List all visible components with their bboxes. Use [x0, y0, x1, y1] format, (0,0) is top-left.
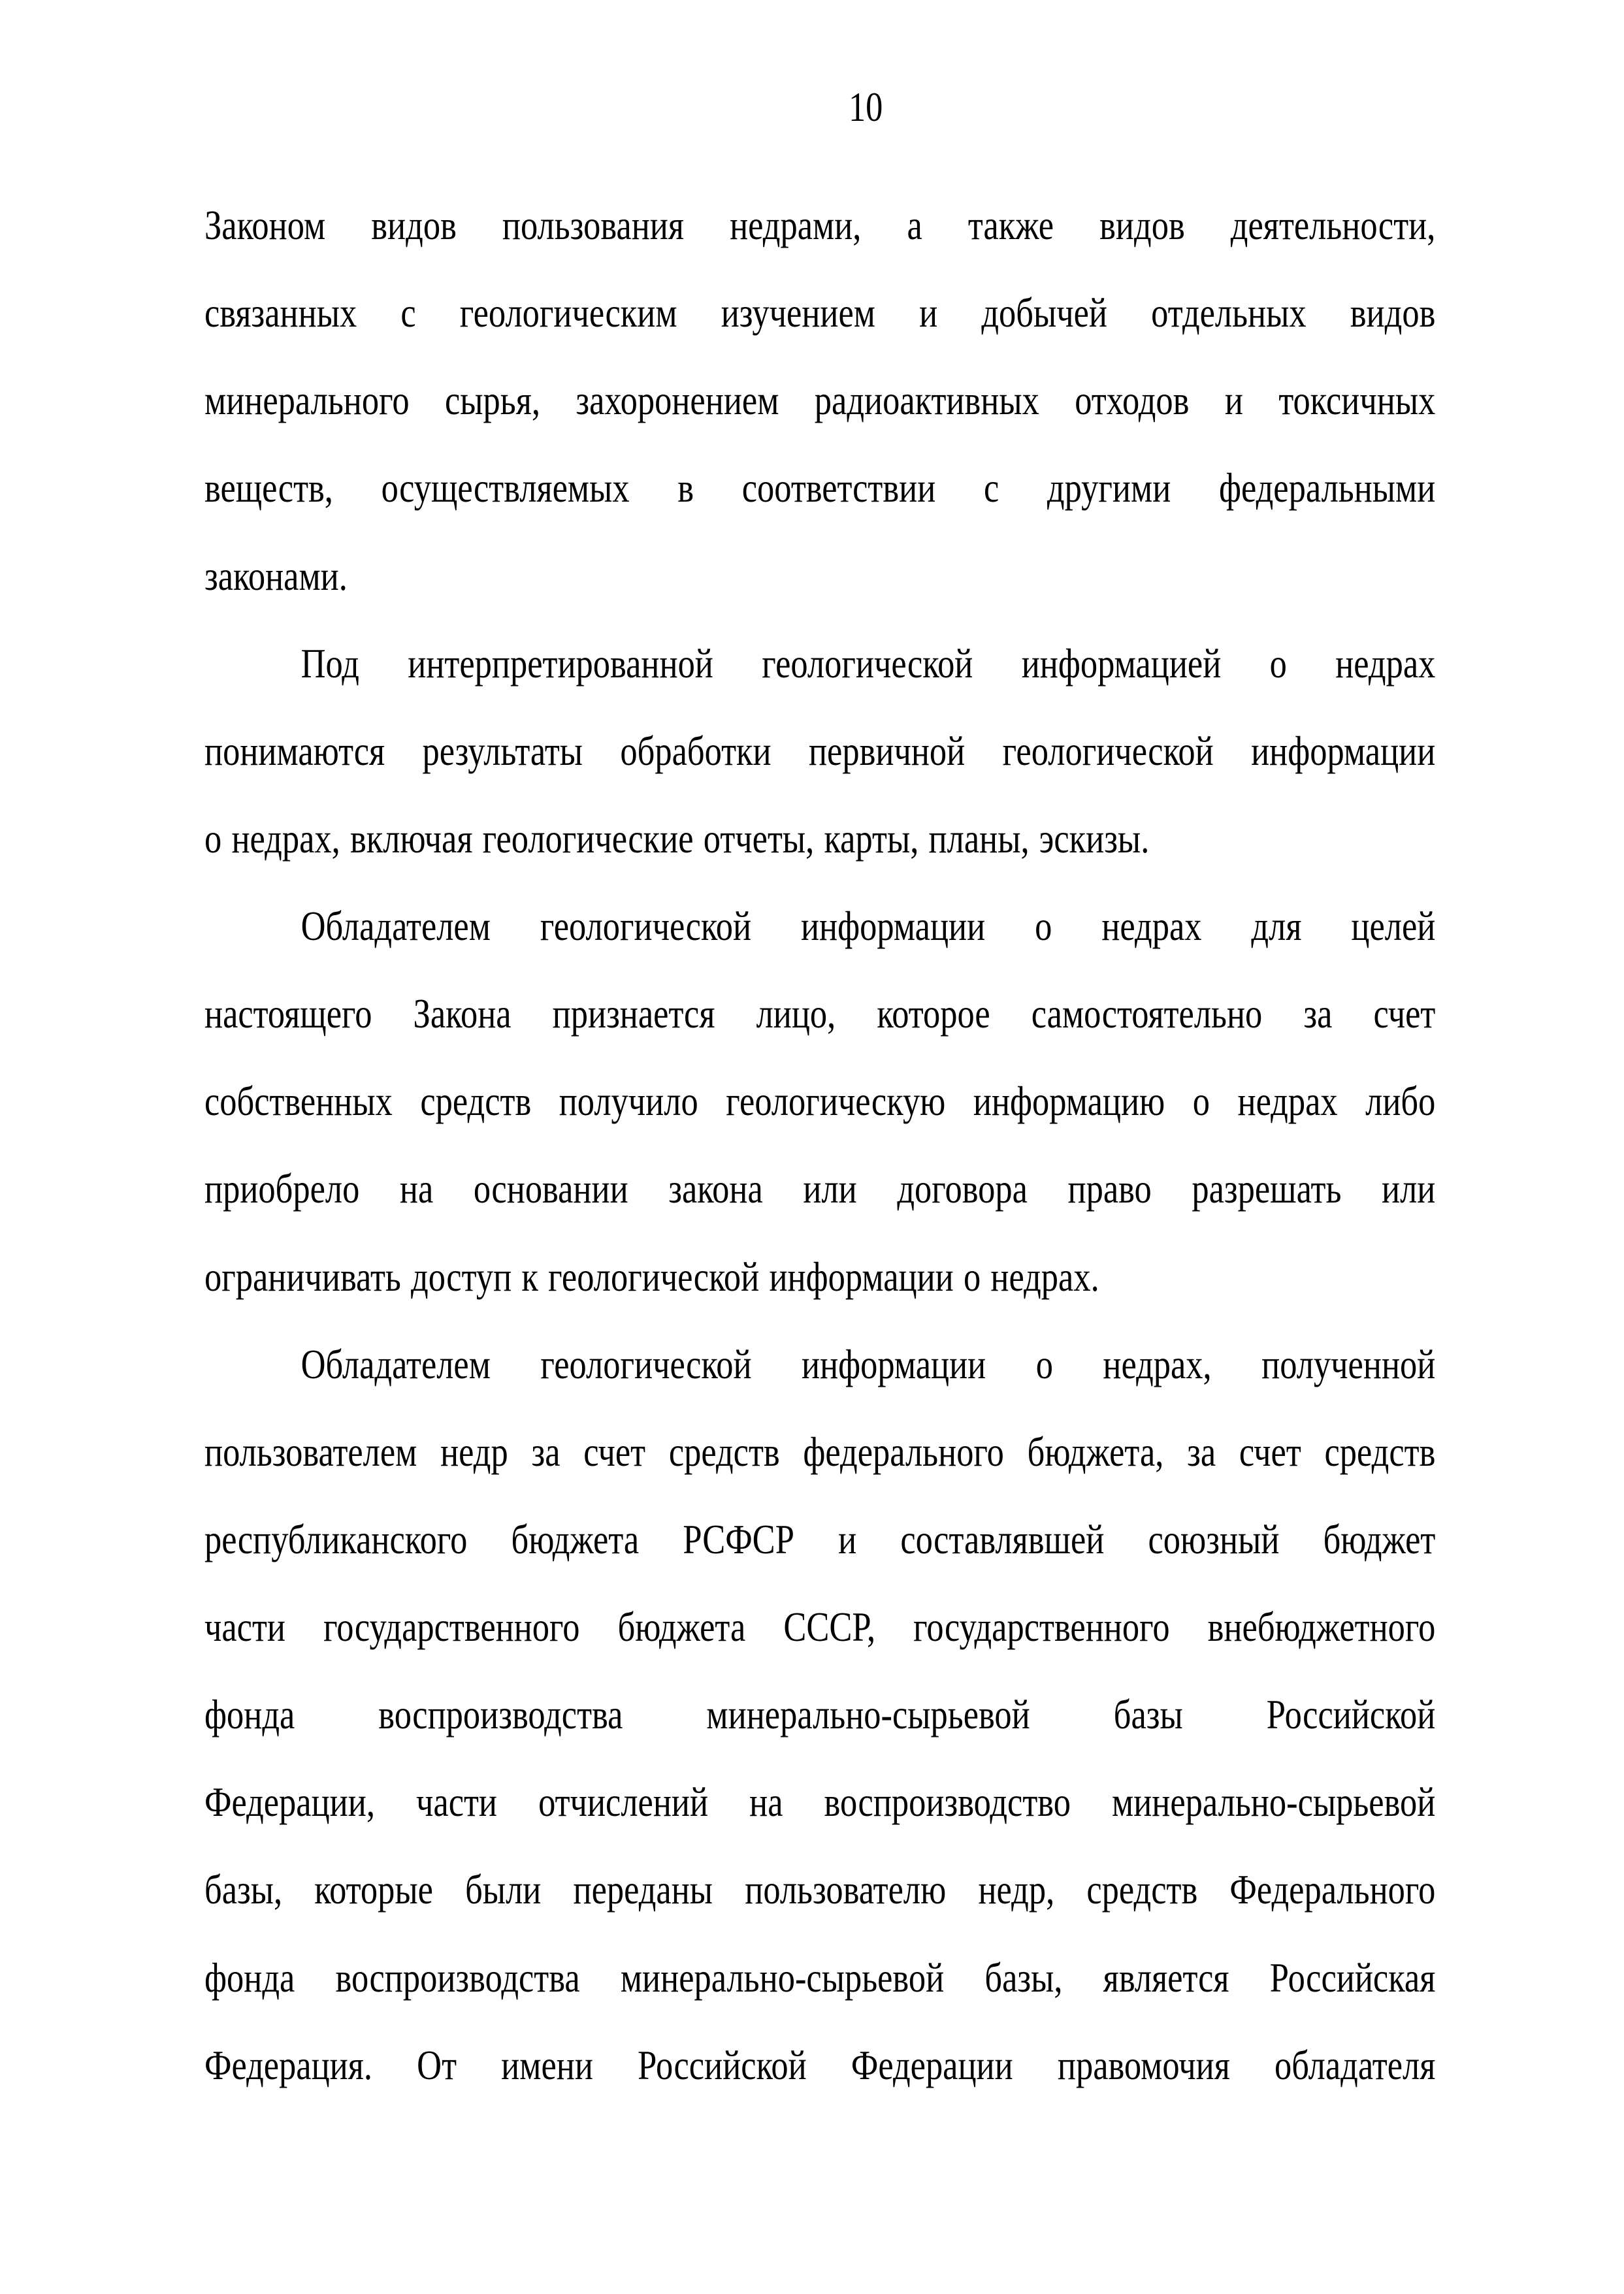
paragraph [204, 1321, 1435, 2109]
page-number: 10 [848, 84, 883, 130]
text-line: республиканского бюджета РСФСР и составлявшей союзный бюджет [204, 1515, 1436, 1562]
text-line: веществ, осуществляемых в соответствии с другими федеральными [204, 464, 1436, 511]
text-line: приобрело на основании закона или договора право разрешать или [204, 1165, 1436, 1212]
text-line: Под интерпретированной геологической информацией о недрах [300, 639, 1436, 687]
text-line: связанных с геологическим изучением и добычей отдельных видов [204, 289, 1436, 336]
text-line: фонда воспроизводства минерально-сырьевой базы, является Российская [204, 1954, 1436, 2001]
text-line: пользователем недр за счет средств федерального бюджета, за счет средств [204, 1428, 1436, 1475]
text-line: о недрах, включая геологические отчеты, карты, планы, эскизы. [204, 815, 1150, 862]
text-line: Федерации, части отчислений на воспроизводство минерально-сырьевой [204, 1779, 1436, 1826]
document-body [204, 182, 1435, 2109]
text-line: законами. [204, 552, 348, 599]
text-line: ограничивать доступ к геологической информации о недрах. [204, 1253, 1099, 1300]
text-line: Федерация. От имени Российской Федерации правомочия обладателя [204, 2041, 1436, 2088]
paragraph [204, 620, 1435, 882]
text-line: минерального сырья, захоронением радиоактивных отходов и токсичных [204, 377, 1436, 424]
text-line: Обладателем геологической информации о недрах, полученной [300, 1340, 1436, 1387]
text-line: фонда воспроизводства минерально-сырьевой базы Российской [204, 1691, 1436, 1738]
paragraph [204, 882, 1435, 1321]
paragraph [204, 182, 1435, 620]
text-line: собственных средств получило геологическую информацию о недрах либо [204, 1078, 1436, 1125]
text-line: части государственного бюджета СССР, государственного внебюджетного [204, 1604, 1436, 1650]
text-line: Законом видов пользования недрами, а также видов деятельности, [204, 202, 1436, 248]
text-line: базы, которые были переданы пользователю недр, средств Федерального [204, 1866, 1436, 1913]
text-line: настоящего Закона признается лицо, которое самостоятельно за счет [204, 990, 1436, 1037]
text-line: понимаются результаты обработки первичной геологической информации [204, 727, 1436, 774]
text-line: Обладателем геологической информации о недрах для целей [300, 903, 1436, 949]
